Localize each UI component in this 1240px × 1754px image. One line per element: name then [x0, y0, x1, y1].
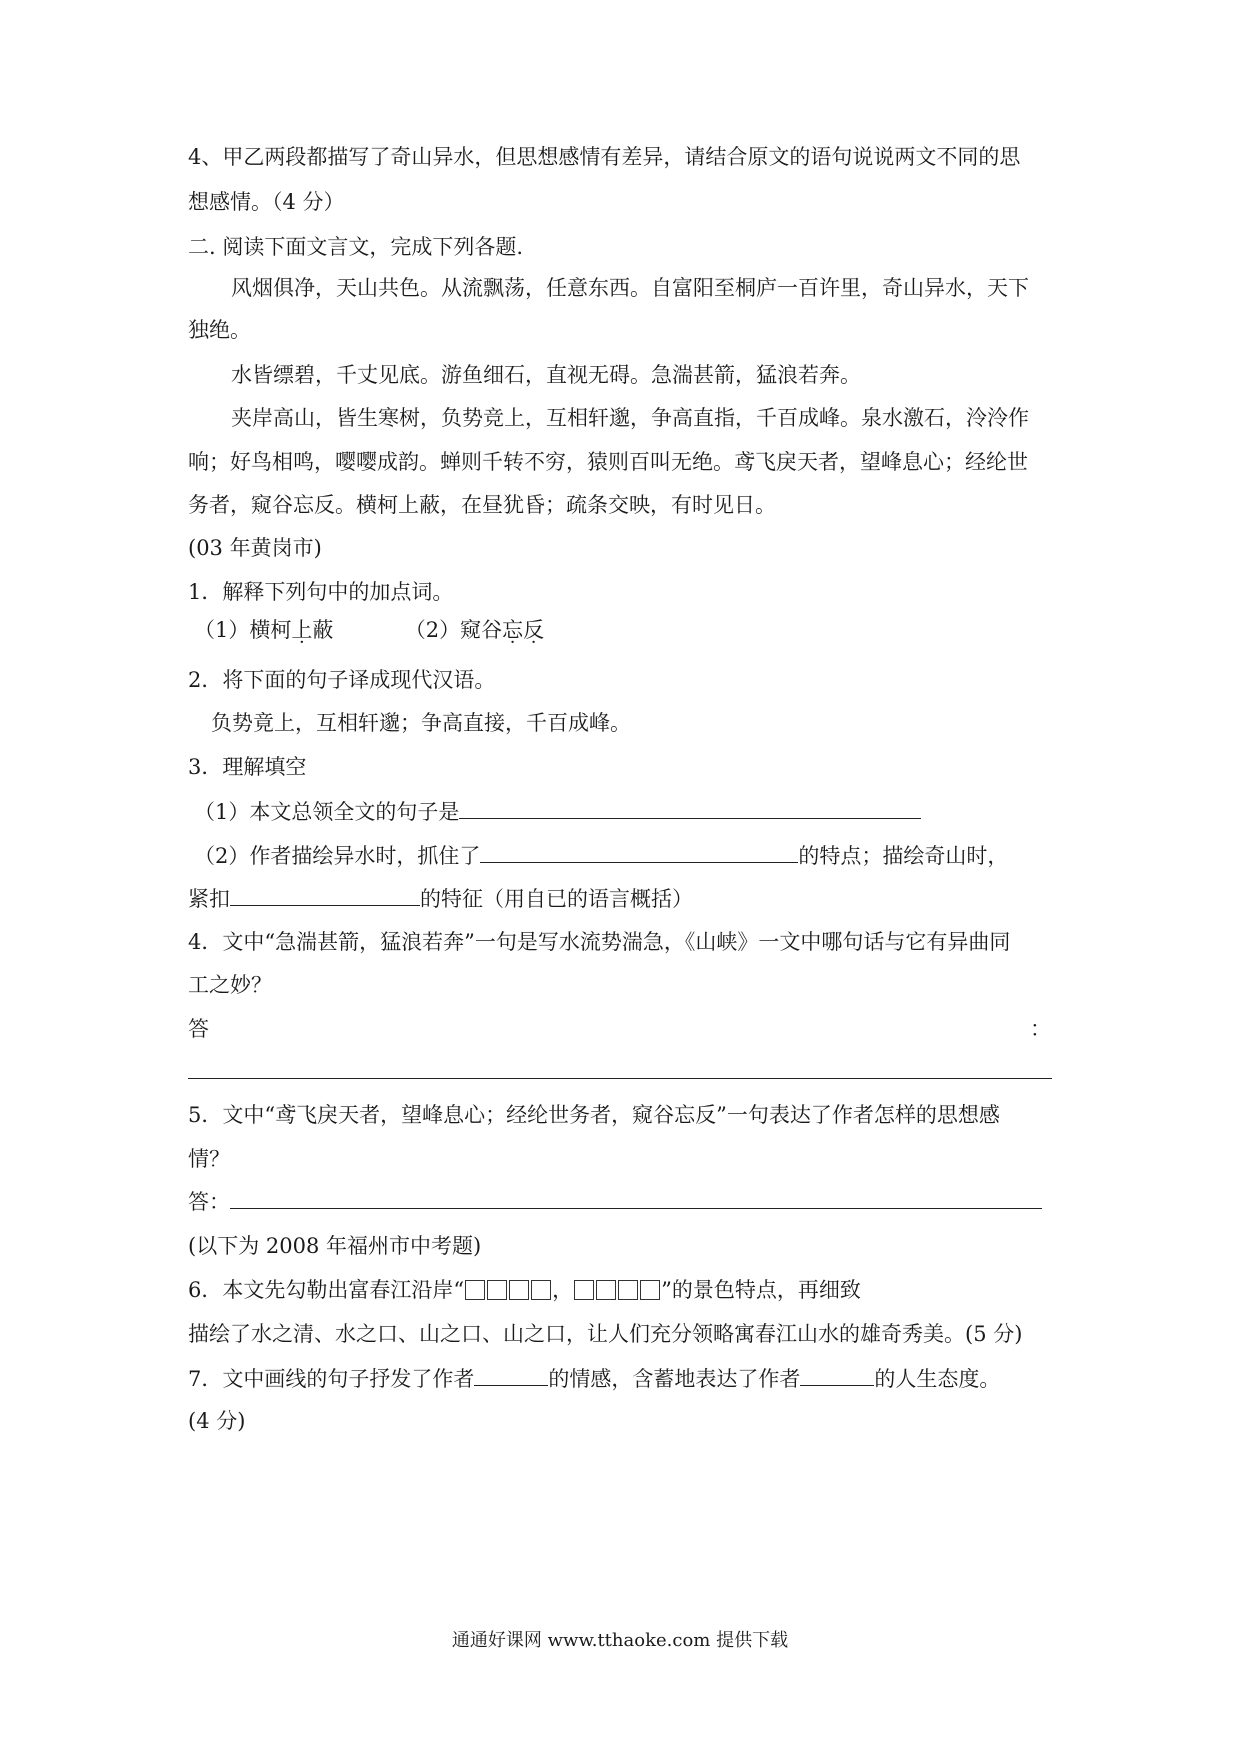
question-4-answer-line[interactable]	[188, 1078, 1052, 1079]
blank-box-icon	[487, 1280, 507, 1300]
q7-text-c: 的人生态度。	[874, 1367, 1001, 1391]
q3-item2-blank-mountain[interactable]	[230, 883, 420, 906]
q7-blank-emotion[interactable]	[474, 1363, 548, 1386]
q3-item2-text-b: 的特点；描绘奇山时，	[798, 844, 1009, 868]
question-2: 2．将下面的句子译成现代汉语。	[188, 668, 496, 692]
q5-answer-blank[interactable]	[230, 1186, 1042, 1209]
question-4-line1: 4．文中“急湍甚箭，猛浪若奔”一句是写水流势湍急，《山峡》一文中哪句话与它有异曲同	[188, 930, 1011, 954]
question-7-line1	[188, 1363, 1000, 1394]
q1-item2-dotted1: 忘	[502, 618, 524, 642]
q1-item2-dotted2: 反	[523, 618, 545, 642]
blank-box-icon	[618, 1280, 638, 1300]
question-1-items	[194, 615, 544, 645]
q3-item2-blank-water[interactable]	[480, 840, 798, 863]
blank-box-icon	[640, 1280, 660, 1300]
question-3-item2-cont	[188, 883, 693, 914]
q1-item1-dotted: 上	[291, 618, 313, 642]
question-3-item2	[194, 840, 1008, 871]
q6-text-c: ”的景色特点，再细致	[661, 1278, 861, 1302]
question-5-line1: 5．文中“鸢飞戾天者，望峰息心；经纶世务者，窥谷忘反”一句表达了作者怎样的思想感	[188, 1103, 1000, 1127]
blank-box-icon	[574, 1280, 594, 1300]
q6-text-b: ，	[552, 1278, 574, 1302]
blank-box-icon	[531, 1280, 551, 1300]
q6-box-group-2	[573, 1278, 661, 1302]
passage-p3-line3: 务者，窥谷忘反。横柯上蔽，在昼犹昏；疏条交映，有时见日。	[188, 493, 776, 517]
passage-p3-line1: 夹岸高山，皆生寒树，负势竞上，互相轩邈，争高直指，千百成峰。泉水激石，泠泠作	[231, 406, 1029, 430]
passage-p1-line1: 风烟俱净，天山共色。从流飘荡，任意东西。自富阳至桐庐一百许里，奇山异水，天下	[231, 276, 1029, 300]
q5-answer-label: 答：	[188, 1190, 230, 1214]
blank-box-icon	[596, 1280, 616, 1300]
q1-item1-post: 蔽	[312, 618, 334, 642]
question-6-line2: 描绘了水之清、水之口、山之口、山之口，让人们充分领略寓春江山水的雄奇秀美。(5 分)	[188, 1322, 1023, 1346]
question-2-sentence: 负势竟上，互相轩邈；争高直接，千百成峰。	[211, 711, 631, 735]
question-4-answer-label: 答	[188, 1017, 209, 1041]
question-7-line2: (4 分)	[188, 1409, 246, 1433]
source-note-2: (以下为 2008 年福州市中考题)	[188, 1234, 482, 1258]
q3-item1-blank[interactable]	[459, 796, 921, 819]
q3-item2-text-a: （2）作者描绘异水时，抓住了	[194, 844, 481, 868]
q7-text-a: 7．文中画线的句子抒发了作者	[188, 1367, 475, 1391]
question-4-line2: 工之妙？	[188, 973, 272, 997]
question-4-answer-colon: ：	[1030, 1017, 1051, 1041]
q7-text-b: 的情感，含蓄地表达了作者	[548, 1367, 801, 1391]
passage-p1-line2: 独绝。	[188, 318, 251, 342]
q1-item1-pre: （1）横柯	[194, 618, 292, 642]
page-footer: 通通好课网 www.tthaoke.com 提供下载	[451, 1630, 789, 1651]
question-4-prev-line1: 4、甲乙两段都描写了奇山异水，但思想感情有差异，请结合原文的语句说说两文不同的思	[188, 145, 1021, 169]
question-1: 1．解释下列句中的加点词。	[188, 580, 454, 604]
blank-box-icon	[509, 1280, 529, 1300]
question-3: 3．理解填空	[188, 755, 307, 779]
q6-text-a: 6．本文先勾勒出富春江沿岸“	[188, 1278, 465, 1302]
question-5-line2: 情？	[188, 1147, 230, 1171]
blank-box-icon	[465, 1280, 485, 1300]
passage-p3-line2: 响；好鸟相鸣，嘤嘤成韵。蝉则千转不穷，猿则百叫无绝。鸢飞戾天者，望峰息心；经纶世	[188, 450, 1028, 474]
question-3-item1	[194, 796, 921, 827]
q7-blank-attitude[interactable]	[800, 1363, 874, 1386]
passage-p2: 水皆缥碧，千丈见底。游鱼细石，直视无碍。急湍甚箭，猛浪若奔。	[231, 363, 861, 387]
q3-item2-text-c: 紧扣	[188, 887, 230, 911]
q6-box-group-1	[464, 1278, 552, 1302]
question-6-line1	[188, 1275, 861, 1305]
q3-item1-text: （1）本文总领全文的句子是	[194, 800, 460, 824]
question-5-answer	[188, 1186, 1042, 1217]
question-4-prev-line2: 想感情。（4 分）	[188, 190, 345, 214]
q3-item2-text-d: 的特征（用自已的语言概括）	[420, 887, 693, 911]
section-2-title: 二. 阅读下面文言文，完成下列各题.	[188, 235, 524, 259]
q1-item2-pre: （2）窥谷	[404, 618, 503, 642]
source-note-1: (03 年黄岗市)	[188, 536, 322, 560]
